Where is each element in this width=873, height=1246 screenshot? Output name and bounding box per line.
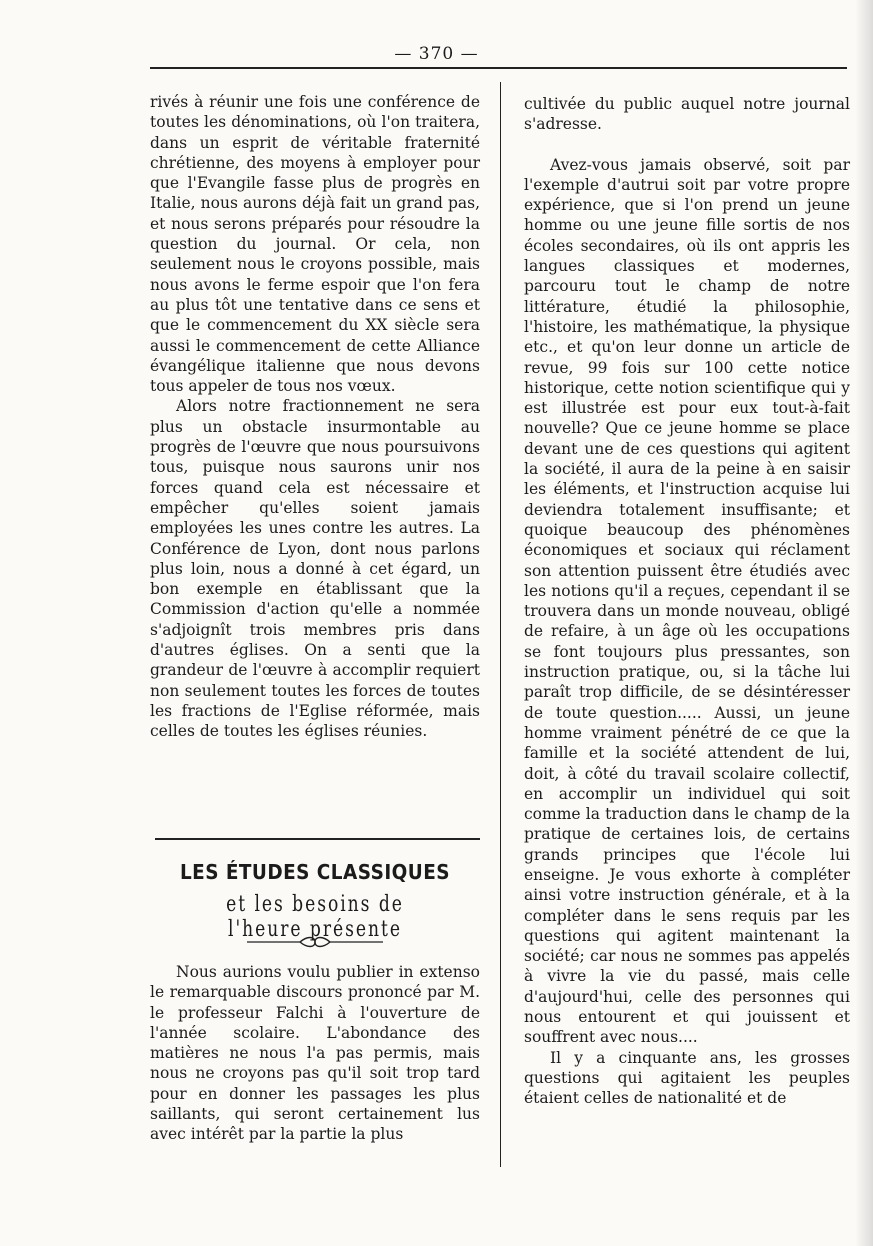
article-paragraph: Nous aurions voulu publier in extenso le remarquable discours prononcé par M. le professeur Falchi à l'ouverture de l'année scolaire. L'abondance des matières ne nous l'a pas permis, mais nous ne croyons pas qu'il soit trop tard pour en donner les passages les plus saillants, qui seront certainement lus avec intérêt par la partie la plus [150,963,480,1144]
ornament-flourish-icon [245,936,385,948]
article-title: LES ÉTUDES CLASSIQUES [179,860,451,884]
right-column [524,94,850,1109]
page-edge-shadow [855,0,873,1246]
page-number: — 370 — [394,44,479,64]
header-rule [150,67,847,69]
left-paragraph: Alors notre fractionnement ne sera plus un obstacle insurmontable au progrès de l'œuvre que nous poursuivons tous, puisque nous saurons unir nos forces quand cela est nécessaire et empêcher qu'elles soient jamais employées les unes contre les autres. La Conférence de Lyon, dont nous parlons plus loin, nous a donné à cet égard, un bon exemple en établissant que la Commission d'action qu'elle a nommée s'adjoignît trois membres pris dans d'autres églises. On a senti que la grandeur de l'œuvre à accomplir requiert non seulement toutes les forces de toutes les fractions de l'Eglise réformée, mais celles de toutes les églises réunies. [150,397,480,741]
right-continuation: cultivée du public auquel notre journal s'adresse. [524,95,850,134]
section-rule [155,838,480,840]
right-paragraph: Avez-vous jamais observé, soit par l'exemple d'autrui soit par votre propre expérience, que si l'on prend un jeune homme ou une jeune fille sortis de nos écoles secondaires, où ils ont appris les langues classiques et modernes, parcouru tout le champ de notre littérature, étudié la philosophie, l'histoire, les mathématique, la physique etc., et qu'on leur donne un article de revue, 99 fois sur 100 cette notice historique, cette notion scientifique qui y est illustrée est pour eux tout-à-fait nouvelle? Que ce jeune homme se place devant une de ces questions qui agitent la société, il aura de la peine à en saisir les éléments, et l'instruction acquise lui deviendra totalement insuffisante; et quoique beaucoup des phénomènes économiques et sociaux qui réclament son attention puissent être étudiés avec les notions qu'il a reçues, cependant il se trouvera dans un monde nouveau, obligé de refaire, à un âge où les occupations se font toujours plus pressantes, son instruction pratique, ou, si la tâche lui paraît trop difficile, de se désintéresser de toute question..... Aussi, un jeune homme vraiment pénétré de ce que la famille et la société attendent de lui, doit, à côté du travail scolaire collectif, en accomplir un individuel qui soit comme la traduction dans le champ de la pratique de certaines lois, de certains grands principes que l'école lui enseigne. Je vous exhorte à compléter ainsi votre instruction générale, et à la compléter dans le sens requis par les questions qui agitent maintenant la société; car nous ne sommes pas appelés à vivre la vie du passé, mais celle d'aujourd'hui, celle des personnes qui nous entourent et qui jouissent et souffrent avec nous.... [524,155,850,1047]
left-paragraph: rivés à réunir une fois une conférence de toutes les dénominations, où l'on traitera, dans un esprit de véritable fraternité chrétienne, des moyens à employer pour que l'Evangile fasse plus de progrès en Italie, nous aurons déjà fait un grand pas, et nous serons préparés pour résoudre la question du journal. Or cela, non seulement nous le croyons possible, mais nous avons le ferme espoir que l'on fera au plus tôt une tentative dans ce sens et que le commencement du XX siècle sera aussi le commencement de cette Alliance évangélique italienne que nous devons tous appeler de tous nos vœux. [150,93,480,396]
right-paragraph: Il y a cinquante ans, les grosses questions qui agitaient les peuples étaient celles de nationalité et de [524,1048,850,1108]
left-column [150,92,480,742]
article-body [150,962,480,1145]
column-divider [500,82,501,1167]
article-subtitle: et les besoins de l'heure présente [226,892,404,942]
